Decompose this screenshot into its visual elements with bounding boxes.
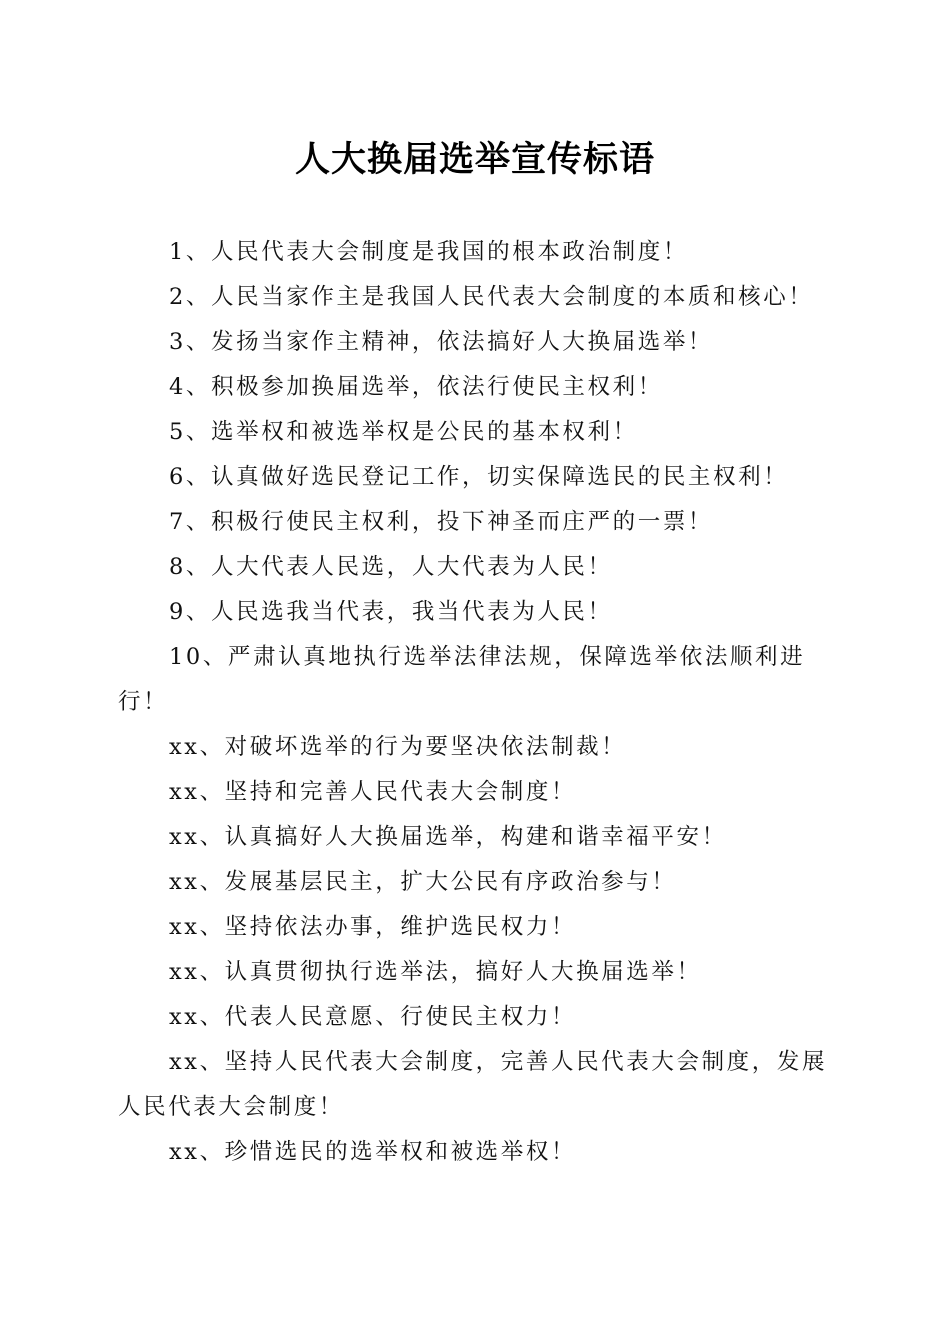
slogan-item: 10、严肃认真地执行选举法律法规，保障选举依法顺利进行！ — [118, 644, 806, 715]
slogan-item: xx、代表人民意愿、行使民主权力！ — [169, 1004, 577, 1030]
slogan-item: 8、人大代表人民选，人大代表为人民！ — [169, 554, 613, 580]
slogan-item: xx、认真贯彻执行选举法，搞好人大换届选举！ — [169, 959, 702, 985]
slogan-item: 5、选举权和被选举权是公民的基本权利！ — [169, 419, 638, 445]
slogan-item: 3、发扬当家作主精神，依法搞好人大换届选举！ — [169, 329, 714, 355]
document-body — [118, 230, 834, 1175]
slogan-item: 2、人民当家作主是我国人民代表大会制度的本质和核心！ — [169, 284, 814, 310]
slogan-item: 1、人民代表大会制度是我国的根本政治制度！ — [169, 239, 688, 265]
document-title: 人大换届选举宣传标语 — [294, 139, 655, 180]
slogan-item: xx、坚持人民代表大会制度，完善人民代表大会制度，发展人民代表大会制度！ — [118, 1049, 828, 1120]
slogan-item: xx、珍惜选民的选举权和被选举权！ — [169, 1139, 577, 1165]
slogan-item: xx、坚持和完善人民代表大会制度！ — [169, 779, 577, 805]
slogan-item: xx、发展基层民主，扩大公民有序政治参与！ — [169, 869, 677, 895]
slogan-item: 9、人民选我当代表，我当代表为人民！ — [169, 599, 613, 625]
slogan-item: 6、认真做好选民登记工作，切实保障选民的民主权利！ — [169, 464, 789, 490]
slogan-item: xx、坚持依法办事，维护选民权力！ — [169, 914, 577, 940]
slogan-item: xx、对破坏选举的行为要坚决依法制裁！ — [169, 734, 627, 760]
slogan-item: 7、积极行使民主权利，投下神圣而庄严的一票！ — [169, 509, 714, 535]
slogan-item: xx、认真搞好人大换届选举，构建和谐幸福平安！ — [169, 824, 727, 850]
slogan-item: 4、积极参加换届选举，依法行使民主权利！ — [169, 374, 663, 400]
